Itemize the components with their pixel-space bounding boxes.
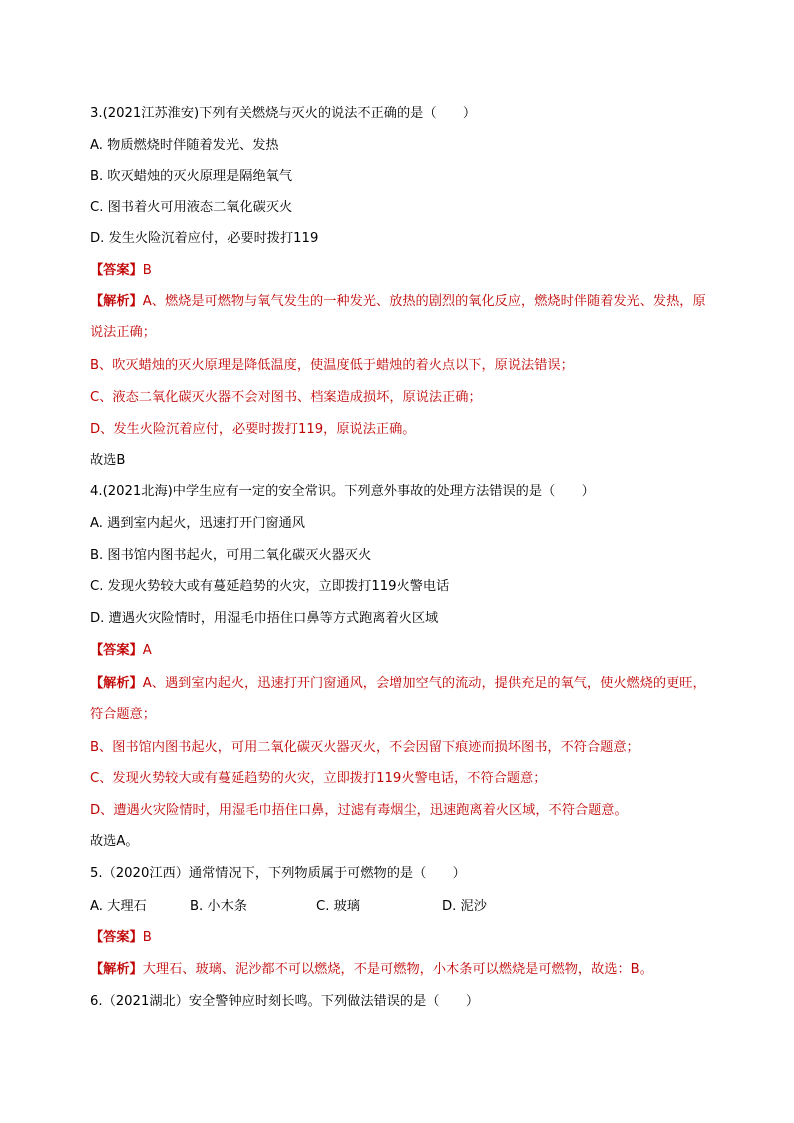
answer-label: 【答案】: [90, 930, 143, 945]
question-4-stem: 4.(2021北海)中学生应有一定的安全常识。下列意外事故的处理方法错误的是（ ）: [90, 484, 595, 499]
question-4-option-d: D. 遭遇火灾险情时，用湿毛巾捂住口鼻等方式跑离着火区域: [90, 611, 439, 626]
question-3-conclusion: 故选B: [90, 453, 126, 468]
question-5-option-c: C. 玻璃: [316, 899, 360, 914]
question-4-analysis-line-5: D、遭遇火灾险情时，用湿毛巾捂住口鼻，过滤有毒烟尘，迅速跑离着火区域，不符合题意。: [90, 803, 628, 818]
answer-value: B: [142, 263, 152, 278]
question-3-analysis-line-5: D、发生火险沉着应付，必要时拨打119，原说法正确。: [90, 422, 416, 437]
question-4-option-c: C. 发现火势较大或有蔓延趋势的火灾，立即拨打119火警电话: [90, 579, 450, 594]
question-3-option-d: D. 发生火险沉着应付，必要时拨打119: [90, 231, 319, 246]
question-5-option-d: D. 泥沙: [442, 899, 487, 914]
analysis-text: 大理石、玻璃、泥沙都不可以燃烧，不是可燃物，小木条可以燃烧是可燃物，故选：B。: [142, 962, 653, 977]
question-3-answer: [90, 261, 716, 281]
question-5-stem: 5.（2020江西）通常情况下，下列物质属于可燃物的是（ ）: [90, 866, 466, 881]
question-4-option-a: A. 遇到室内起火，迅速打开门窗通风: [90, 516, 305, 531]
answer-label: 【答案】: [90, 643, 143, 658]
analysis-label: 【解析】: [90, 962, 143, 977]
answer-value: A: [142, 643, 152, 658]
question-6-stem: 6.（2021湖北）安全警钟应时刻长鸣。下列做法错误的是（ ）: [90, 994, 480, 1009]
analysis-label: 【解析】: [90, 676, 143, 691]
question-4-analysis-line-1: [90, 674, 716, 694]
question-4-analysis-line-2: 符合题意；: [90, 707, 156, 722]
analysis-text: A、遇到室内起火，迅速打开门窗通风，会增加空气的流动，提供充足的氧气，使火燃烧的更旺，: [142, 676, 706, 691]
question-5-options: [90, 897, 716, 917]
question-4-conclusion: 故选A。: [90, 834, 139, 849]
question-3-analysis-line-2: 说法正确；: [90, 325, 156, 340]
question-5-analysis-line-1: [90, 960, 716, 980]
analysis-text: A、燃烧是可燃物与氧气发生的一种发光、放热的剧烈的氧化反应，燃烧时伴随着发光、发热，原: [142, 294, 706, 309]
question-3-option-c: C. 图书着火可用液态二氧化碳灭火: [90, 200, 293, 215]
answer-value: B: [142, 930, 152, 945]
answer-label: 【答案】: [90, 263, 143, 278]
analysis-label: 【解析】: [90, 294, 143, 309]
question-3-analysis-line-4: C、液态二氧化碳灭火器不会对图书、档案造成损坏，原说法正确；: [90, 390, 482, 405]
question-3-option-b: B. 吹灭蜡烛的灭火原理是隔绝氧气: [90, 169, 293, 184]
question-5-option-a: A. 大理石: [90, 899, 147, 914]
question-3-analysis-line-3: B、吹灭蜡烛的灭火原理是降低温度，使温度低于蜡烛的着火点以下，原说法错误；: [90, 358, 574, 373]
question-3-analysis-line-1: [90, 292, 716, 312]
question-4-answer: [90, 641, 716, 661]
question-4-analysis-line-3: B、图书馆内图书起火，可用二氧化碳灭火器灭火，不会因留下痕迹而损坏图书，不符合题意；: [90, 740, 640, 755]
question-4-analysis-line-4: C、发现火势较大或有蔓延趋势的火灾，立即拨打119火警电话，不符合题意；: [90, 771, 547, 786]
question-5-answer: [90, 928, 716, 948]
question-3-option-a: A. 物质燃烧时伴随着发光、发热: [90, 138, 279, 153]
question-3-stem: 3.(2021江苏淮安)下列有关燃烧与灭火的说法不正确的是（ ）: [90, 106, 477, 121]
question-4-option-b: B. 图书馆内图书起火，可用二氧化碳灭火器灭火: [90, 548, 372, 563]
question-5-option-b: B. 小木条: [190, 899, 247, 914]
